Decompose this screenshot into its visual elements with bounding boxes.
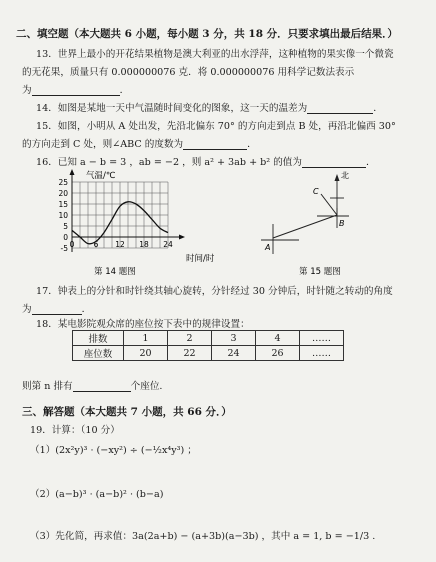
y-tick-label: 5 bbox=[63, 222, 68, 231]
q13-answer-blank[interactable] bbox=[32, 95, 120, 96]
table-cell: 4 bbox=[256, 331, 300, 346]
temperature-chart bbox=[38, 168, 238, 280]
y-tick-label: 25 bbox=[58, 178, 68, 187]
chart-x-label: 时间/时 bbox=[186, 254, 215, 264]
table-cell: 排数 bbox=[73, 331, 124, 346]
x-tick-label: 0 bbox=[69, 240, 75, 249]
x-tick-label: 18 bbox=[139, 240, 149, 249]
north-arrow-head bbox=[335, 174, 340, 181]
x-axis-arrow bbox=[179, 235, 185, 240]
point-a-label: A bbox=[265, 243, 271, 252]
q18-text: 18．某电影院观众席的座位按下表中的规律设置： bbox=[36, 319, 250, 330]
q15-line2: 的方向走到 C 处，则∠ABC 的度数为 ． bbox=[22, 139, 257, 150]
q14-answer-blank[interactable] bbox=[307, 113, 373, 114]
table-cell: 24 bbox=[212, 346, 256, 361]
table-row bbox=[73, 346, 344, 361]
point-c-label: C bbox=[313, 187, 319, 196]
north-label: 北 bbox=[341, 171, 349, 180]
segment-ab bbox=[273, 215, 337, 238]
table-cell: 1 bbox=[124, 331, 168, 346]
chart-caption: 第 14 题图 bbox=[94, 267, 136, 277]
q13-line1: 13．世界上最小的开花结果植物是澳大利亚的出水浮萍，这种植物的果实像一个微瓷 bbox=[36, 49, 394, 60]
q18-answer-line: 则第 n 排有 个座位. bbox=[22, 381, 163, 392]
section-2-title: 二、填空题（本大题共 6 小题，每小题 3 分，共 18 分．只要求填出最后结果．） bbox=[16, 28, 398, 40]
x-tick-label: 6 bbox=[93, 240, 99, 249]
y-tick-label: -5 bbox=[60, 244, 68, 253]
q18-answer-blank[interactable] bbox=[73, 391, 131, 392]
q16-text: 16．已知 a − b = 3 ，ab = −2 ，则 a² + 3ab + b² 的值为 ． bbox=[36, 157, 376, 168]
table-cell: 3 bbox=[212, 331, 256, 346]
q14-text: 14．如图是某地一天中气温随时间变化的图象，这一天的温差为 ． bbox=[36, 103, 383, 114]
q13-line2: 的无花果，质量只有 0.000000076 克．将 0.000000076 用科学记数法表示 bbox=[22, 67, 355, 78]
x-tick-label: 24 bbox=[163, 240, 173, 249]
y-tick-label: 0 bbox=[63, 233, 68, 242]
q19-part2: （2）(a−b)³ · (a−b)² · (b−a) bbox=[30, 489, 164, 500]
table-cell: 26 bbox=[256, 346, 300, 361]
q19-title: 19．计算：（10 分） bbox=[30, 425, 120, 436]
q19-part1: （1）(2x²y)³ · (−xy²) ÷ (−½x⁴y³) ； bbox=[30, 445, 197, 456]
q17-line2: 为 ． bbox=[22, 304, 92, 315]
y-tick-label: 10 bbox=[58, 211, 68, 220]
y-tick-label: 15 bbox=[58, 200, 68, 209]
q17-line1: 17．钟表上的分针和时针绕其轴心旋转，分针经过 30 分钟后，时针随之转动的角度 bbox=[36, 286, 393, 297]
y-tick-label: 20 bbox=[58, 189, 68, 198]
direction-diagram bbox=[255, 168, 375, 280]
seat-table bbox=[72, 330, 344, 361]
q17-answer-blank[interactable] bbox=[32, 314, 82, 315]
chart-y-label: 气温/℃ bbox=[86, 171, 116, 181]
table-cell: …… bbox=[300, 331, 344, 346]
segment-bc bbox=[321, 194, 337, 215]
x-tick-label: 12 bbox=[115, 240, 125, 249]
q15-answer-blank[interactable] bbox=[183, 149, 247, 150]
table-cell: …… bbox=[300, 346, 344, 361]
table-cell: 座位数 bbox=[73, 346, 124, 361]
table-row bbox=[73, 331, 344, 346]
section-3-title: 三、解答题（本大题共 7 小题，共 66 分．） bbox=[22, 406, 232, 418]
q19-part3: （3）先化简，再求值：3a(2a+b) − (a+3b)(a−3b) ，其中 a = 1, b = −1/3 . bbox=[30, 531, 376, 542]
table-cell: 22 bbox=[168, 346, 212, 361]
table-cell: 2 bbox=[168, 331, 212, 346]
point-b-label: B bbox=[339, 219, 345, 228]
fig15-caption: 第 15 题图 bbox=[299, 267, 341, 277]
table-cell: 20 bbox=[124, 346, 168, 361]
q15-line1: 15．如图，小明从 A 处出发，先沿北偏东 70° 的方向走到点 B 处，再沿北偏西 30° bbox=[36, 121, 396, 132]
q13-line3: 为 ． bbox=[22, 85, 130, 96]
y-axis-arrow bbox=[70, 169, 75, 175]
